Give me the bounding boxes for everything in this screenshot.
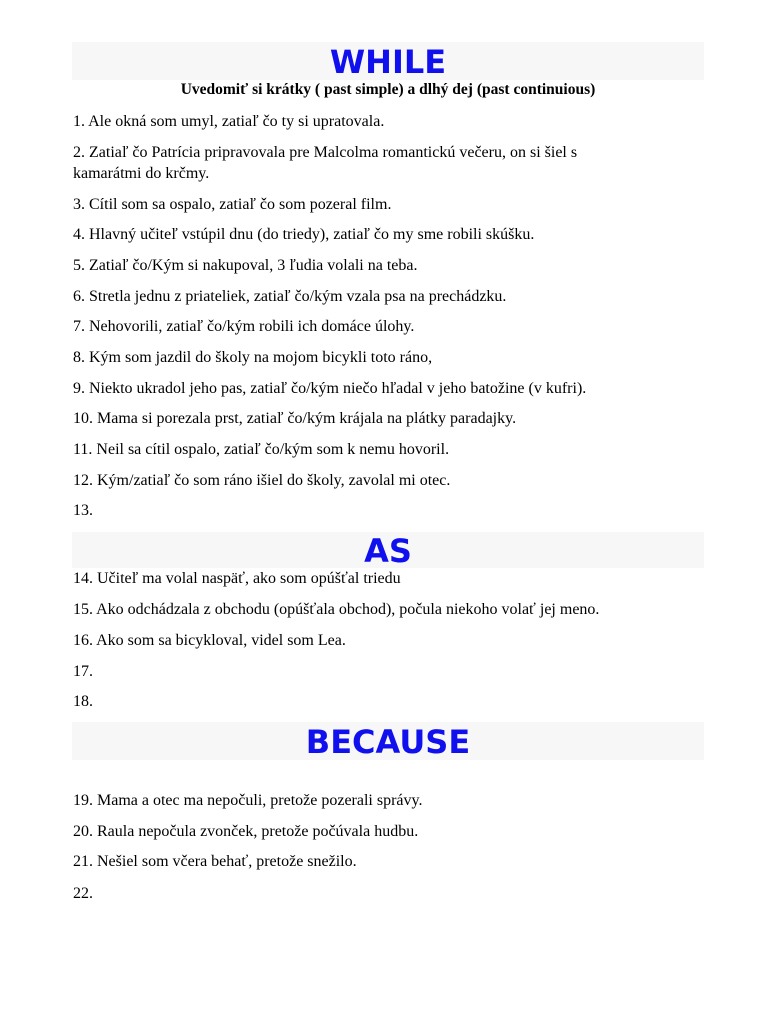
list-item: 16. Ako som sa bicykloval, videl som Lea. xyxy=(73,632,346,649)
list-item: 13. xyxy=(73,502,93,519)
list-item: 7. Nehovorili, zatiaľ čo/kým robili ich domáce úlohy. xyxy=(73,318,415,335)
list-item: 9. Niekto ukradol jeho pas, zatiaľ čo/kým niečo hľadal v jeho batožine (v kufri). xyxy=(73,380,587,397)
list-item: 20. Raula nepočula zvonček, pretože počúvala hudbu. xyxy=(73,823,419,840)
list-item: 19. Mama a otec ma nepočuli, pretože pozerali správy. xyxy=(73,792,423,809)
heading-as: AS xyxy=(72,532,704,568)
list-item: 22. xyxy=(73,885,93,902)
list-item: 6. Stretla jednu z priateliek, zatiaľ čo/kým vzala psa na prechádzku. xyxy=(73,288,507,305)
subtitle: Uvedomiť si krátky ( past simple) a dlhý dej (past continuious) xyxy=(180,81,596,98)
list-item: 10. Mama si porezala prst, zatiaľ čo/kým krájala na plátky paradajky. xyxy=(73,410,517,427)
list-item: 15. Ako odchádzala z obchodu (opúšťala obchod), počula niekoho volať jej meno. xyxy=(73,601,600,618)
heading-while: WHILE xyxy=(72,42,704,80)
heading-because: BECAUSE xyxy=(72,722,704,760)
list-item: 17. xyxy=(73,663,93,680)
list-item: 3. Cítil som sa ospalo, zatiaľ čo som pozeral film. xyxy=(73,196,392,213)
list-item: 5. Zatiaľ čo/Kým si nakupoval, 3 ľudia volali na teba. xyxy=(73,257,418,274)
list-item: 4. Hlavný učiteľ vstúpil dnu (do triedy), zatiaľ čo my sme robili skúšku. xyxy=(73,226,535,243)
list-item: 11. Neil sa cítil ospalo, zatiaľ čo/kým som k nemu hovoril. xyxy=(73,441,450,458)
list-item: 1. Ale okná som umyl, zatiaľ čo ty si upratovala. xyxy=(73,113,385,130)
list-item: 18. xyxy=(73,693,93,710)
list-item: 8. Kým som jazdil do školy na mojom bicykli toto ráno, xyxy=(73,349,433,366)
list-item: 14. Učiteľ ma volal naspäť, ako som opúšťal triedu xyxy=(73,570,401,587)
list-item: 12. Kým/zatiaľ čo som ráno išiel do školy, zavolal mi otec. xyxy=(73,472,451,489)
list-item: 2. Zatiaľ čo Patrícia pripravovala pre Malcolma romantickú večeru, on si šiel s kamarátmi do krčmy. xyxy=(73,144,578,182)
list-item: 21. Nešiel som včera behať, pretože snežilo. xyxy=(73,853,357,870)
